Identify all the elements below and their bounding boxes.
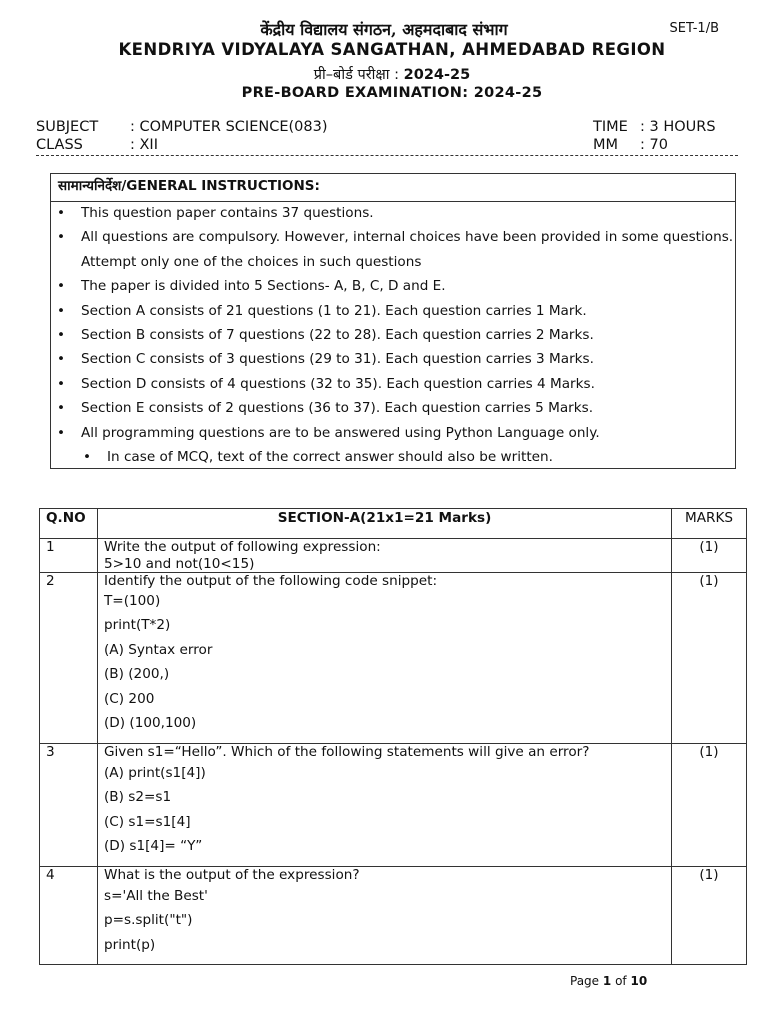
general-instructions-box [50,173,736,469]
mm-value: : 70 [640,137,668,153]
question-line: (C) s1=s1[4] [104,813,191,830]
question-marks: (1) [672,573,747,744]
exam-hindi-year: 2024-25 [403,67,471,83]
question-line: s='All the Best' [104,888,208,904]
header-section: SECTION-A(21x1=21 Marks) [98,509,672,539]
table-row [40,573,747,744]
question-text [98,744,672,867]
instructions-list [51,201,735,469]
question-marks: (1) [672,539,747,573]
instruction-item: • Section B consists of 7 questions (22 to 28). Each question carries 2 Marks. [51,323,735,347]
mm-label: MM [593,137,619,153]
question-table [39,508,747,965]
question-line: (D) (100,100) [104,715,197,732]
instruction-item: • All programming questions are to be answered using Python Language only. [51,421,735,445]
class-label: CLASS [36,137,83,153]
question-line: (A) print(s1[4]) [104,765,206,781]
table-row [40,867,747,965]
time-value: : 3 HOURS [640,119,716,135]
org-name: KENDRIYA VIDYALAYA SANGATHAN, AHMEDABAD REGION [118,40,666,59]
question-line: Identify the output of the following code snippet: [104,573,438,589]
set-code: SET-1/B [669,21,719,36]
dashed-divider [36,155,738,156]
header-qno: Q.NO [40,509,98,539]
question-line: Given s1=“Hello”. Which of the following statements will give an error? [104,744,590,760]
exam-title-hindi [0,64,768,84]
instruction-item: • Section E consists of 2 questions (36 to 37). Each question carries 5 Marks. [51,396,735,420]
question-line: (D) s1[4]= “Y” [104,838,203,855]
instructions-heading: सामान्यनिर्देश/GENERAL INSTRUCTIONS: [51,174,735,202]
question-line: T=(100) [104,593,161,609]
question-line: What is the output of the expression? [104,867,360,883]
question-line: (C) 200 [104,690,155,707]
question-number: 1 [40,539,98,573]
question-marks: (1) [672,744,747,867]
question-number: 3 [40,744,98,867]
subject-label: SUBJECT [36,119,99,135]
question-text [98,539,672,573]
instruction-sub-item: • In case of MCQ, text of the correct answer should also be written. [51,445,735,469]
page-total: 10 [630,974,648,988]
table-row [40,744,747,867]
exam-hindi-label: प्री–बोर्ड परीक्षा : [313,67,400,83]
class-value: : XII [130,137,158,153]
table-header-row [40,509,747,539]
table-row [40,539,747,573]
question-line: Write the output of following expression: [104,539,381,555]
instruction-item: • Section C consists of 3 questions (29 to 31). Each question carries 3 Marks. [51,347,735,371]
page-footer [570,974,647,988]
question-number: 4 [40,867,98,965]
instruction-item: • Section A consists of 21 questions (1 to 21). Each question carries 1 Mark. [51,299,735,323]
subject-value: : COMPUTER SCIENCE(083) [130,119,328,135]
question-line: p=s.split("t") [104,912,193,929]
exam-title-english: PRE-BOARD EXAMINATION: 2024-25 [241,85,543,101]
instruction-item: • This question paper contains 37 questions. [51,201,735,225]
question-line: 5>10 and not(10<15) [104,555,255,572]
question-line: (B) s2=s1 [104,789,172,806]
instruction-item: • The paper is divided into 5 Sections- A, B, C, D and E. [51,274,735,298]
page-word: Page [570,974,600,988]
question-line: print(p) [104,936,156,953]
instruction-item: • All questions are compulsory. However, internal choices have been provided in some questions. Attempt only one of the choices in such questions [51,225,735,274]
page-number: 1 [602,974,612,988]
question-line: (B) (200,) [104,666,170,683]
question-text [98,867,672,965]
instruction-item: • Section D consists of 4 questions (32 to 35). Each question carries 4 Marks. [51,372,735,396]
question-text [98,573,672,744]
question-line: print(T*2) [104,617,171,634]
question-line: (A) Syntax error [104,641,213,658]
time-label: TIME [593,119,628,135]
hindi-org-title: केंद्रीय विद्यालय संगठन, अहमदाबाद संभाग [260,20,508,39]
header-marks: MARKS [672,509,747,539]
question-marks: (1) [672,867,747,965]
of-word: of [615,974,627,988]
question-number: 2 [40,573,98,744]
